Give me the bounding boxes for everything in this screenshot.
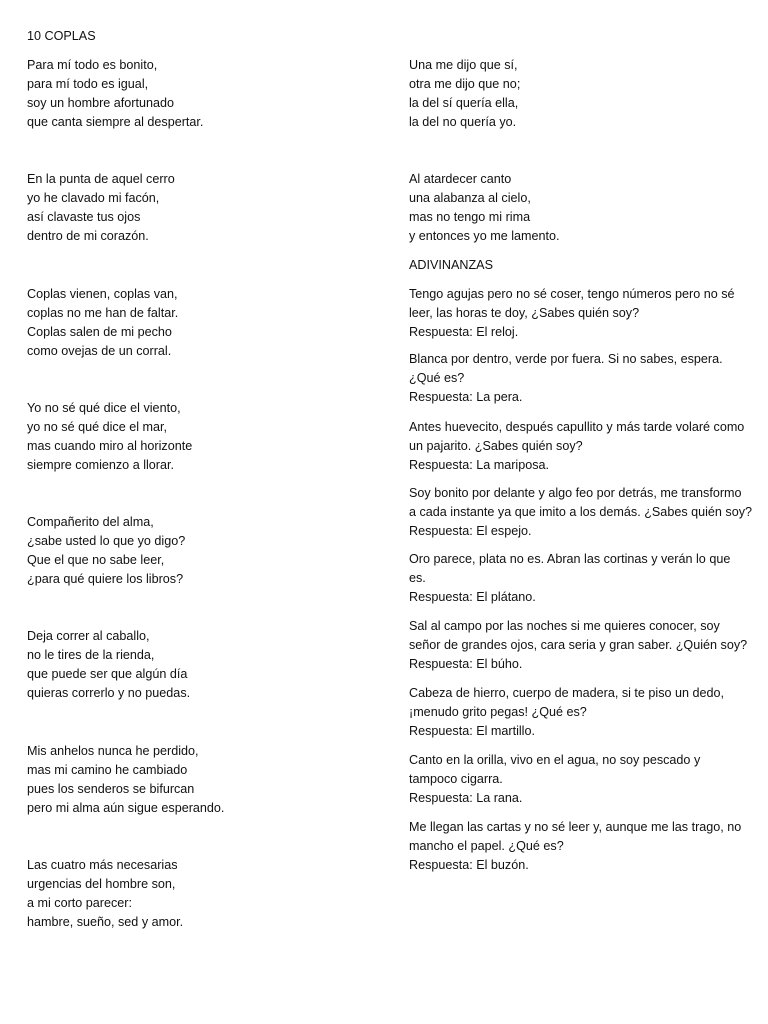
copla-line: así clavaste tus ojos — [27, 210, 141, 224]
copla-line: quieras correrlo y no puedas. — [27, 686, 191, 700]
adivinanzas-title: ADIVINANZAS — [409, 258, 493, 272]
copla-line: Yo no sé qué dice el viento, — [27, 401, 181, 415]
copla-line: para mí todo es igual, — [27, 77, 149, 91]
copla-line: la del sí quería ella, — [409, 96, 519, 110]
copla-line: ¿sabe usted lo que yo digo? — [27, 534, 186, 548]
copla-stanza — [27, 399, 192, 475]
riddle-answer: Respuesta: El espejo. — [409, 524, 532, 538]
riddle — [409, 418, 749, 475]
copla-line: Al atardecer canto — [409, 172, 512, 186]
copla-line: que canta siempre al despertar. — [27, 115, 204, 129]
copla-line: urgencias del hombre son, — [27, 877, 176, 891]
copla-stanza — [27, 742, 224, 818]
riddle-line: Canto en la orilla, vivo en el agua, no soy pescado y — [409, 753, 701, 767]
copla-line: pero mi alma aún sigue esperando. — [27, 801, 225, 815]
copla-line: Que el que no sabe leer, — [27, 553, 165, 567]
copla-line: Para mí todo es bonito, — [27, 58, 158, 72]
copla-stanza — [27, 285, 178, 361]
copla-line: mas mi camino he cambiado — [27, 763, 188, 777]
riddle-line: Me llegan las cartas y no sé leer y, aunque me las trago, no — [409, 820, 742, 834]
riddle — [409, 684, 749, 741]
riddle — [409, 350, 749, 407]
copla-line: ¿para qué quiere los libros? — [27, 572, 184, 586]
riddle-line: ¿Qué es? — [409, 371, 465, 385]
riddle — [409, 484, 753, 541]
riddle-answer: Respuesta: El martillo. — [409, 724, 535, 738]
riddle-answer: Respuesta: El buzón. — [409, 858, 529, 872]
riddle-line: ¡menudo grito pegas! ¿Qué es? — [409, 705, 587, 719]
riddle — [409, 818, 749, 875]
copla-line: Las cuatro más necesarias — [27, 858, 178, 872]
copla-line: Coplas salen de mi pecho — [27, 325, 172, 339]
copla-line: Mis anhelos nunca he perdido, — [27, 744, 199, 758]
copla-stanza — [409, 170, 560, 246]
riddle-answer: Respuesta: La pera. — [409, 390, 523, 404]
copla-line: dentro de mi corazón. — [27, 229, 149, 243]
copla-line: a mi corto parecer: — [27, 896, 132, 910]
copla-line: Coplas vienen, coplas van, — [27, 287, 178, 301]
riddle — [409, 751, 749, 808]
copla-line: otra me dijo que no; — [409, 77, 521, 91]
copla-line: y entonces yo me lamento. — [409, 229, 560, 243]
riddle-line: mancho el papel. ¿Qué es? — [409, 839, 564, 853]
copla-line: yo he clavado mi facón, — [27, 191, 160, 205]
coplas-title: 10 COPLAS — [27, 29, 96, 43]
copla-stanza — [27, 627, 190, 703]
copla-line: coplas no me han de faltar. — [27, 306, 179, 320]
copla-stanza — [27, 56, 203, 132]
copla-line: hambre, sueño, sed y amor. — [27, 915, 184, 929]
copla-line: yo no sé qué dice el mar, — [27, 420, 168, 434]
copla-line: una alabanza al cielo, — [409, 191, 531, 205]
riddle-answer: Respuesta: El reloj. — [409, 325, 519, 339]
copla-line: como ovejas de un corral. — [27, 344, 172, 358]
riddle-line: tampoco cigarra. — [409, 772, 503, 786]
riddle-line: Sal al campo por las noches si me quieres conocer, soy — [409, 619, 720, 633]
riddle-line: Cabeza de hierro, cuerpo de madera, si te piso un dedo, — [409, 686, 725, 700]
riddle — [409, 617, 749, 674]
copla-line: la del no quería yo. — [409, 115, 517, 129]
copla-line: mas cuando miro al horizonte — [27, 439, 193, 453]
riddle-answer: Respuesta: El plátano. — [409, 590, 536, 604]
riddle-answer: Respuesta: La mariposa. — [409, 458, 550, 472]
riddle-line: señor de grandes ojos, cara seria y gran saber. ¿Quién soy? — [409, 638, 748, 652]
riddle-line: leer, las horas te doy, ¿Sabes quién soy? — [409, 306, 640, 320]
copla-stanza — [27, 170, 175, 246]
riddle-line: Soy bonito por delante y algo feo por detrás, me transformo — [409, 486, 742, 500]
riddle-line: Antes huevecito, después capullito y más tarde volaré como — [409, 420, 745, 434]
copla-line: que puede ser que algún día — [27, 667, 188, 681]
riddle-answer: Respuesta: El búho. — [409, 657, 523, 671]
riddle-answer: Respuesta: La rana. — [409, 791, 523, 805]
copla-line: Compañerito del alma, — [27, 515, 154, 529]
riddle — [409, 285, 749, 342]
copla-line: soy un hombre afortunado — [27, 96, 175, 110]
copla-line: no le tires de la rienda, — [27, 648, 155, 662]
copla-line: Deja correr al caballo, — [27, 629, 150, 643]
riddle-line: un pajarito. ¿Sabes quién soy? — [409, 439, 583, 453]
copla-stanza — [409, 56, 520, 132]
copla-line: Una me dijo que sí, — [409, 58, 518, 72]
copla-line: siempre comienzo a llorar. — [27, 458, 174, 472]
copla-line: En la punta de aquel cerro — [27, 172, 175, 186]
riddle — [409, 550, 749, 607]
copla-line: mas no tengo mi rima — [409, 210, 531, 224]
riddle-line: a cada instante ya que imito a los demás. ¿Sabes quién soy? — [409, 505, 753, 519]
copla-stanza — [27, 513, 185, 589]
copla-line: pues los senderos se bifurcan — [27, 782, 195, 796]
riddle-line: Oro parece, plata no es. Abran las cortinas y verán lo que — [409, 552, 731, 566]
riddle-line: es. — [409, 571, 426, 585]
riddle-line: Blanca por dentro, verde por fuera. Si no sabes, espera. — [409, 352, 723, 366]
riddle-line: Tengo agujas pero no sé coser, tengo números pero no sé — [409, 287, 735, 301]
copla-stanza — [27, 856, 183, 932]
